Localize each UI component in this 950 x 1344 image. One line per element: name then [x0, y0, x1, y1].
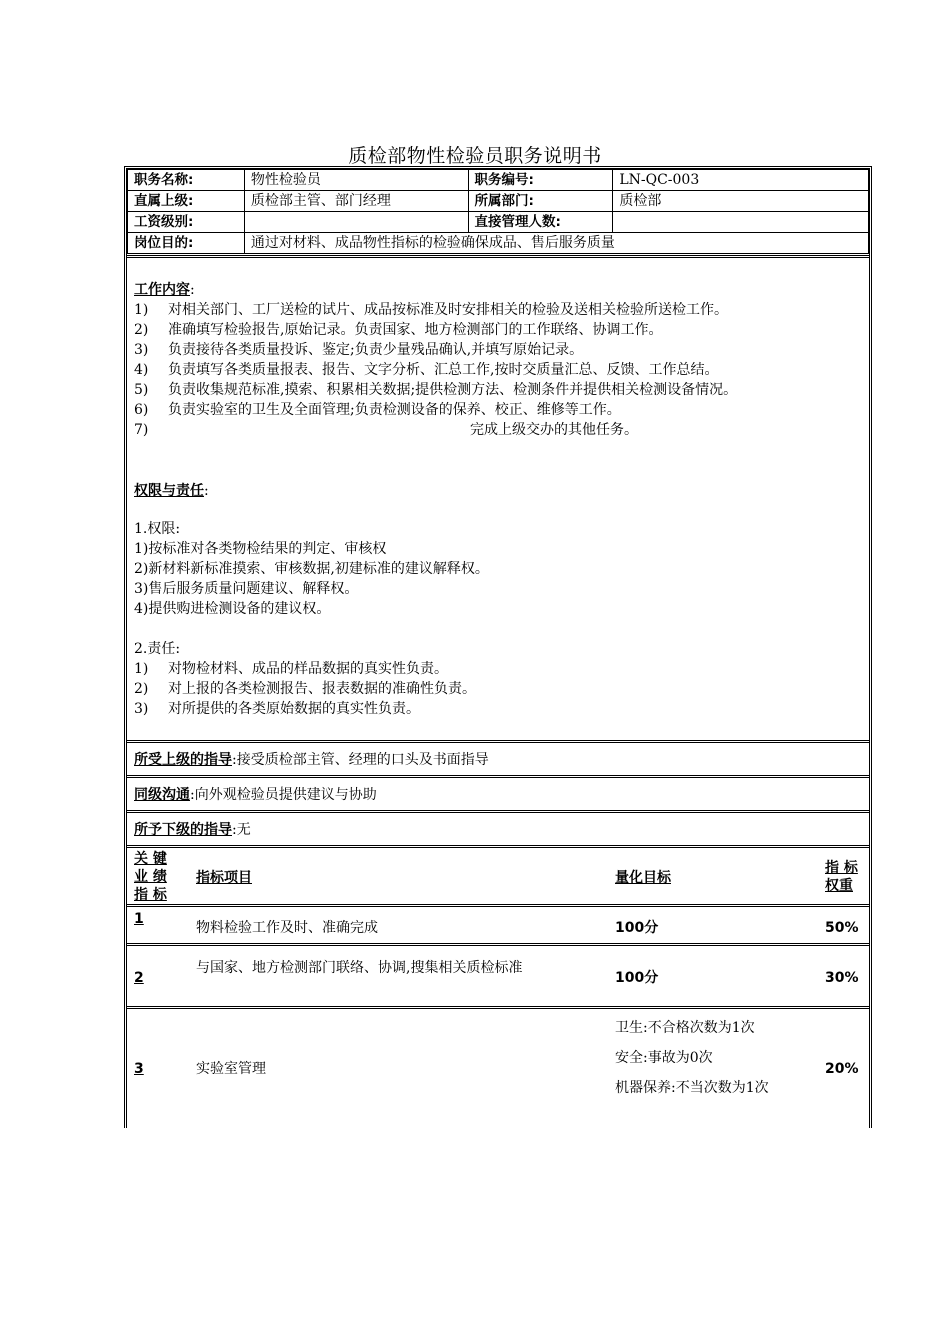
dept-label: 所属部门: [468, 191, 613, 212]
job-name-label: 职务名称: [128, 170, 245, 191]
work-item-text: 准确填写检验报告,原始记录。负责国家、地方检测部门的工作联络、协调工作。 [168, 322, 663, 338]
kpi-header-weight [825, 859, 858, 895]
divider [127, 255, 869, 258]
kpi-row-weight: 20% [825, 1061, 859, 1077]
power-item: 2)新材料新标准摸索、审核数据,初建标准的建议解释权。 [134, 561, 489, 577]
job-code-value: LN-QC-003 [613, 170, 869, 191]
guidance-up-row [134, 750, 864, 770]
subordinates-label: 直接管理人数: [468, 212, 613, 233]
kpi-row-target: 100分 [615, 920, 659, 936]
divider [127, 810, 869, 813]
work-item-number: 6) [134, 402, 149, 418]
work-heading-colon: : [190, 282, 195, 298]
kpi-row-number: 3 [134, 1061, 144, 1077]
kpi-target-line: 机器保养:不当次数为1次 [615, 1080, 769, 1096]
kpi-header-line: 指 标 [825, 860, 858, 876]
rights-heading: 权限与责任 [134, 483, 204, 499]
kpi-target-line: 安全:事故为0次 [615, 1050, 713, 1066]
power-item: 4)提供购进检测设备的建议权。 [134, 601, 331, 617]
job-code-label: 职务编号: [468, 170, 613, 191]
kpi-header-line: 关 键 [134, 851, 167, 867]
work-item-number: 3) [134, 342, 149, 358]
guidance-down-label: 所予下级的指导 [134, 822, 232, 838]
work-item-number: 1) [134, 302, 149, 318]
header-row-3 [128, 212, 869, 233]
power-item: 1)按标准对各类物检结果的判定、审核权 [134, 541, 387, 557]
work-item [134, 300, 864, 320]
work-item [134, 360, 864, 380]
salary-label: 工资级别: [128, 212, 245, 233]
kpi-row-item: 实验室管理 [196, 1061, 266, 1077]
salary-value [244, 212, 468, 233]
work-item-text: 负责填写各类质量报表、报告、文字分析、汇总工作,按时交质量汇总、反馈、工作总结。 [168, 362, 719, 378]
duty-item-number: 3) [134, 701, 149, 717]
work-item [134, 420, 864, 440]
kpi-header-line: 权重 [825, 878, 853, 894]
job-name-value: 物性检验员 [244, 170, 468, 191]
purpose-value: 通过对材料、成品物性指标的检验确保成品、售后服务质量 [244, 233, 868, 254]
peer-label: 同级沟通 [134, 787, 190, 803]
superior-value: 质检部主管、部门经理 [244, 191, 468, 212]
work-item [134, 340, 864, 360]
power-item: 3)售后服务质量问题建议、解释权。 [134, 581, 359, 597]
purpose-label: 岗位目的: [128, 233, 245, 254]
work-item [134, 400, 864, 420]
duty-item-text: 对所提供的各类原始数据的真实性负责。 [168, 701, 420, 717]
superior-label: 直属上级: [128, 191, 245, 212]
duty-item-text: 对物检材料、成品的样品数据的真实性负责。 [168, 661, 448, 677]
kpi-header-line: 业 绩 [134, 869, 167, 885]
duty-item-number: 2) [134, 681, 149, 697]
work-item [134, 380, 864, 400]
divider [127, 740, 869, 743]
work-item-number: 5) [134, 382, 149, 398]
kpi-header-item: 指标项目 [196, 870, 252, 886]
kpi-target-line: 卫生:不合格次数为1次 [615, 1020, 755, 1036]
kpi-row-weight: 50% [825, 920, 859, 936]
document-title: 质检部物性检验员职务说明书 [348, 145, 602, 167]
kpi-header-target: 量化目标 [615, 870, 671, 886]
duty-item-text: 对上报的各类检测报告、报表数据的准确性负责。 [168, 681, 476, 697]
header-row-4 [128, 233, 869, 254]
peer-text: :向外观检验员提供建议与协助 [190, 787, 377, 803]
kpi-row-item: 与国家、地方检测部门联络、协调,搜集相关质检标准 [196, 960, 523, 976]
duty-title: 2.责任: [134, 641, 181, 657]
header-row-2 [128, 191, 869, 212]
work-item-number: 2) [134, 322, 149, 338]
kpi-row-number: 1 [134, 911, 144, 927]
header-row-1 [128, 170, 869, 191]
guidance-down-row [134, 820, 864, 840]
divider [127, 845, 869, 848]
subordinates-value [613, 212, 869, 233]
kpi-row-targets [615, 1018, 813, 1098]
divider [127, 775, 869, 778]
kpi-row-number: 2 [134, 970, 144, 986]
rights-section [134, 481, 864, 719]
work-section [134, 280, 864, 440]
work-item-text: 负责实验室的卫生及全面管理;负责检测设备的保养、校正、维修等工作。 [168, 402, 621, 418]
duty-item [134, 679, 864, 699]
kpi-header-key [134, 850, 182, 904]
kpi-row-weight: 30% [825, 970, 859, 986]
divider [127, 943, 869, 946]
work-item [134, 320, 864, 340]
peer-row [134, 785, 864, 805]
work-item-text: 负责收集规范标准,摸索、积累相关数据;提供检测方法、检测条件并提供相关检测设备情况。 [168, 382, 738, 398]
work-heading: 工作内容 [134, 282, 190, 298]
header-table [127, 169, 869, 254]
guidance-down-text: :无 [232, 822, 251, 838]
rights-heading-colon: : [204, 483, 209, 499]
duty-item [134, 699, 864, 719]
guidance-up-label: 所受上级的指导 [134, 752, 232, 768]
power-title: 1.权限: [134, 521, 181, 537]
work-item-text: 对相关部门、工厂送检的试片、成品按标准及时安排相关的检验及送相关检验所送检工作。 [168, 302, 728, 318]
kpi-header-line: 指 标 [134, 887, 167, 903]
duty-item-number: 1) [134, 661, 149, 677]
work-item-text: 完成上级交办的其他任务。 [470, 422, 638, 438]
divider [127, 1006, 869, 1009]
kpi-row-item: 物料检验工作及时、准确完成 [196, 920, 378, 936]
work-item-text: 负责接待各类质量投诉、鉴定;负责少量残品确认,并填写原始记录。 [168, 342, 584, 358]
duty-item [134, 659, 864, 679]
guidance-up-text: :接受质检部主管、经理的口头及书面指导 [232, 752, 489, 768]
kpi-row-target: 100分 [615, 970, 659, 986]
divider [127, 904, 869, 907]
dept-value: 质检部 [613, 191, 869, 212]
work-item-number: 4) [134, 362, 149, 378]
work-item-number: 7) [134, 422, 149, 438]
